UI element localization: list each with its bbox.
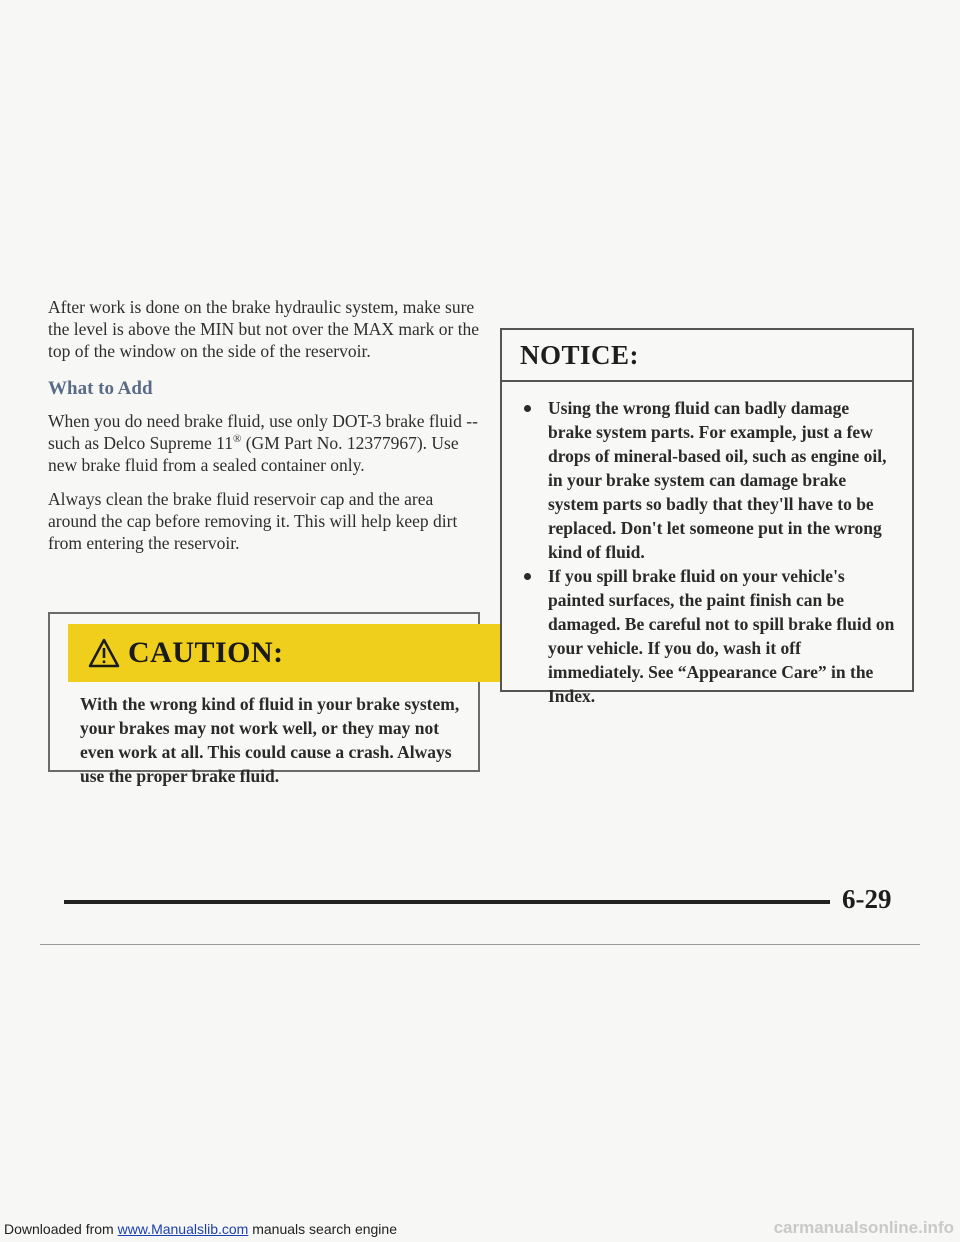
footer-prefix: Downloaded from (4, 1221, 118, 1237)
download-footer (4, 1221, 397, 1237)
brake-fluid-text-b: (GM Part No. 12377967). Use new brake fluid from a sealed container only. (48, 433, 459, 475)
cleaning-paragraph: Always clean the brake fluid reservoir cap and the area around the cap before removing it. This will help keep dirt from entering the reservoir. (48, 489, 458, 553)
section-heading-what-to-add: What to Add (48, 378, 153, 399)
intro-paragraph: After work is done on the brake hydraulic system, make sure the level is above the MIN but not over the MAX mark or the top of the window on the side of the reservoir. (48, 297, 480, 361)
warning-triangle-icon (88, 638, 120, 668)
brake-fluid-text-a: When you do need brake fluid, use only DOT-3 brake fluid -- such as Delco Supreme 11 (48, 411, 478, 453)
caution-title: CAUTION: (128, 636, 284, 669)
bullet-icon (524, 405, 531, 412)
caution-header (68, 624, 508, 682)
notice-title: NOTICE: (520, 339, 640, 370)
notice-item-text: If you spill brake fluid on your vehicle's painted surfaces, the paint finish can be damaged. Be careful not to spill brake fluid on your vehicle. If you do, wash it off immediately. See “Appearance Care” in the Index. (548, 566, 895, 706)
notice-item (502, 396, 912, 564)
notice-box (500, 328, 914, 706)
notice-item (502, 564, 912, 708)
watermark: carmanualsonline.info (773, 1218, 954, 1237)
registered-mark: ® (233, 433, 242, 446)
manualslib-link[interactable]: www.Manualslib.com (117, 1221, 249, 1237)
notice-item-text: Using the wrong fluid can badly damage brake system parts. For example, just a few drops of mineral-based oil, such as engine oil, in your brake system can damage brake system parts so badly that they'll have to be replaced. Don't let someone put in the wrong kind of fluid. (548, 398, 887, 562)
bullet-icon (524, 573, 531, 580)
caution-box (48, 612, 480, 786)
footer-rule (64, 900, 830, 904)
notice-header (502, 330, 912, 382)
brake-fluid-paragraph (48, 410, 480, 476)
page-bottom-divider (40, 944, 920, 945)
left-column (48, 296, 480, 566)
page-number: 6-29 (842, 884, 892, 914)
footer-suffix: manuals search engine (248, 1221, 397, 1237)
notice-list (502, 396, 912, 708)
caution-text: With the wrong kind of fluid in your brake system, your brakes may not work well, or they may not even work at all. This could cause a crash. Always use the proper brake fluid. (80, 694, 460, 786)
